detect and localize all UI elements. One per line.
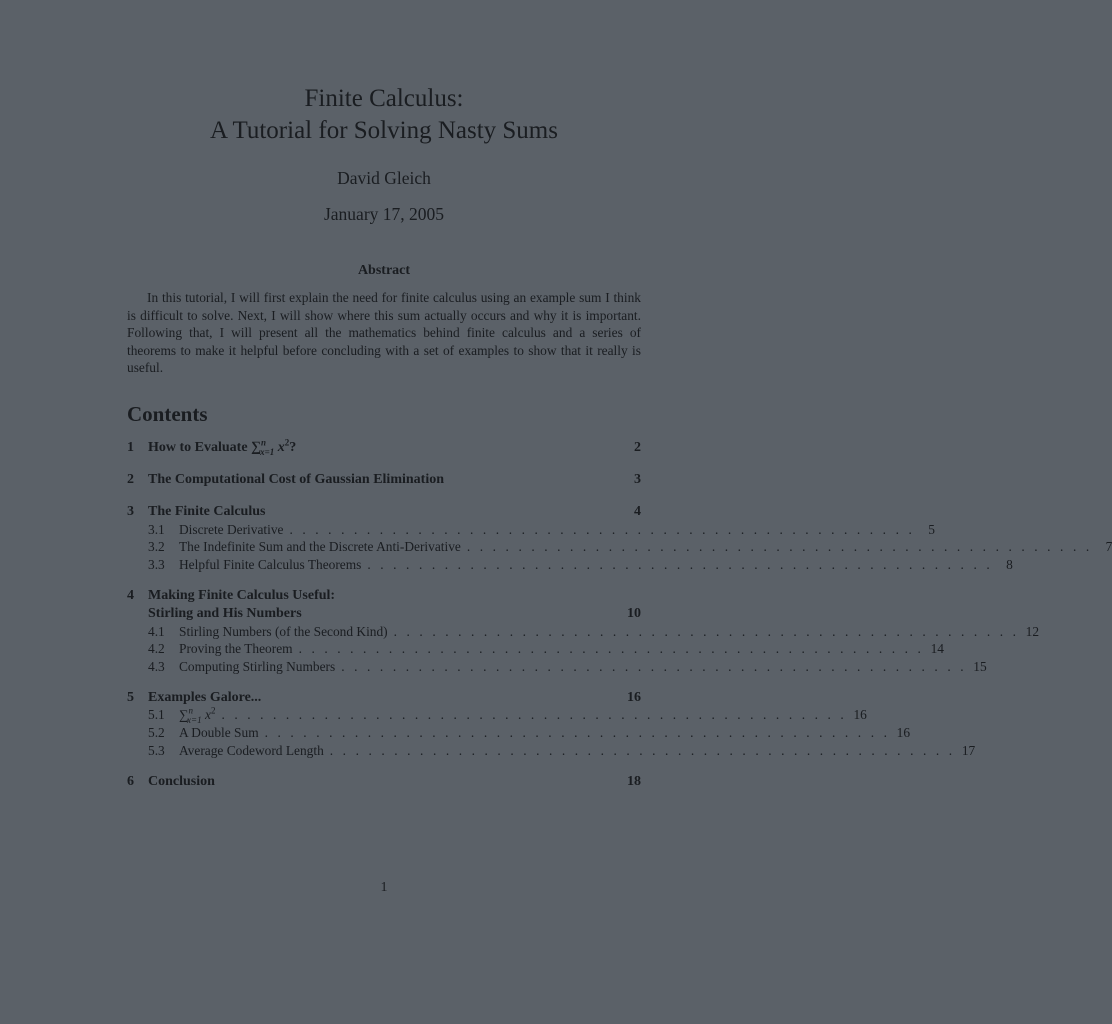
toc-leader: . . . . . . . . . . . . . . . . . . . . . . . . . . . . . . . . . . . . . . . . . . . . . . . . . [466,539,1093,554]
toc-section-5[interactable] [127,690,641,708]
toc-subsection-4-3[interactable] [127,659,987,677]
page-number: 1 [380,880,388,895]
toc-number: 3.2 [148,539,165,554]
toc-label: How to Evaluate ∑$^n_{x=1}$ $x^2$? [148,437,297,457]
toc-label: The Indefinite Sum and the Discrete Anti-Derivative [179,539,461,554]
toc-number: 5 [127,690,134,705]
toc-subsection-5-2[interactable] [127,725,911,743]
toc-leader: . . . . . . . . . . . . . . . . . . . . . . . . . . . . . . . . . . . . . . . . . . . . . . . . . [367,557,993,572]
toc-section-3[interactable] [127,504,641,522]
title-line-1: Finite Calculus: [304,85,464,112]
toc-number: 5.3 [148,743,165,758]
toc-page-number: 14 [930,641,944,656]
toc-number: 4.3 [148,659,165,674]
toc-label: The Finite Calculus [148,504,266,519]
toc-label: A Double Sum [179,725,259,740]
toc-page-number: 12 [1025,624,1040,639]
toc-page-number: 7 [1105,539,1112,554]
toc-number: 6 [127,774,134,789]
toc-page-number: 3 [634,472,641,487]
toc-label: Stirling and His Numbers [148,606,302,621]
date: January 17, 2005 [323,204,445,224]
toc-number: 3 [127,504,134,519]
toc-subsection-4-1[interactable] [127,624,1040,642]
toc-leader: . . . . . . . . . . . . . . . . . . . . . . . . . . . . . . . . . . . . . . . . . . . . . . . . . [298,641,924,656]
toc-leader: . . . . . . . . . . . . . . . . . . . . . . . . . . . . . . . . . . . . . . . . . . . . . . . . . [393,624,1020,639]
toc-section-6[interactable] [127,774,641,792]
toc-page-number: 5 [928,522,935,537]
toc-page-number: 17 [961,743,976,758]
toc-label: Making Finite Calculus Useful: [148,588,336,603]
toc-leader: . . . . . . . . . . . . . . . . . . . . . . . . . . . . . . . . . . . . . . . . . . . . . . . . . [289,522,915,537]
toc-page-number: 16 [627,690,641,705]
toc-label: The Computational Cost of Gaussian Elimination [148,472,444,487]
toc-label: Helpful Finite Calculus Theorems [179,557,362,572]
toc-subsection-3-1[interactable] [127,522,935,540]
toc-page-number: 10 [627,606,641,621]
title-line-2: A Tutorial for Solving Nasty Sums [210,117,558,144]
toc-label: Conclusion [148,774,215,789]
toc-section-4-line-2[interactable] [127,606,641,624]
toc-page-number: 2 [634,440,641,455]
toc-label: Discrete Derivative [179,522,284,537]
toc-section-4-line-1[interactable] [127,588,641,606]
toc-page-number: 8 [1006,557,1013,572]
toc-label: Average Codeword Length [179,743,324,758]
sum-symbol: ∑ [179,707,189,722]
toc-leader: . . . . . . . . . . . . . . . . . . . . . . . . . . . . . . . . . . . . . . . . . . . . . . . . . [329,743,956,758]
toc-subsection-3-3[interactable] [127,557,1013,575]
toc-section-1[interactable] [127,437,641,458]
toc-leader: . . . . . . . . . . . . . . . . . . . . . . . . . . . . . . . . . . . . . . . . . . . . . . . . . [264,725,891,740]
toc-subsection-5-3[interactable] [127,743,976,761]
toc-subsection-4-2[interactable] [127,641,944,659]
toc-leader: . . . . . . . . . . . . . . . . . . . . . . . . . . . . . . . . . . . . . . . . . . . . . . . . . [341,659,967,674]
toc-page-number: 15 [973,659,987,674]
toc-section-2[interactable] [127,472,641,490]
toc-number: 4.2 [148,641,165,656]
toc-label: Examples Galore... [148,690,262,705]
toc-label: Proving the Theorem [179,641,293,656]
toc-number: 1 [127,440,134,455]
toc-number: 2 [127,472,134,487]
toc-page-number: 16 [853,707,867,722]
toc-number: 4.1 [148,624,165,639]
toc-number: 4 [127,588,134,603]
toc-page-number: 4 [634,504,641,519]
toc-number: 3.1 [148,522,165,537]
toc-page-number: 18 [627,774,641,789]
toc-number: 3.3 [148,557,165,572]
contents-heading: Contents [127,402,208,426]
toc-number: 5.2 [148,725,165,740]
author: David Gleich [337,168,431,188]
abstract-text: In this tutorial, I will first explain the need for finite calculus using an example sum I think is difficult to solve. Next, I will show where this sum actually occurs and why it is important. Following that, I will present all the mathematics behind finite calculus and a series of theorems to make it helpful before concluding with a set of examples to show that it really is useful. [127,290,641,376]
sum-symbol: ∑ [251,440,262,455]
toc-leader: . . . . . . . . . . . . . . . . . . . . . . . . . . . . . . . . . . . . . . . . . . . . . . . . . [221,707,847,722]
abstract-heading: Abstract [357,263,411,278]
toc-page-number: 16 [896,725,911,740]
toc-subsection-3-2[interactable] [127,539,1112,557]
toc-label: Computing Stirling Numbers [179,659,336,674]
toc-number: 5.1 [148,707,165,722]
toc-subsection-5-1[interactable] [127,705,867,725]
toc-label: Stirling Numbers (of the Second Kind) [179,624,388,639]
toc-label: ∑$^n_{x=1}$ $x^2$ [179,705,216,725]
